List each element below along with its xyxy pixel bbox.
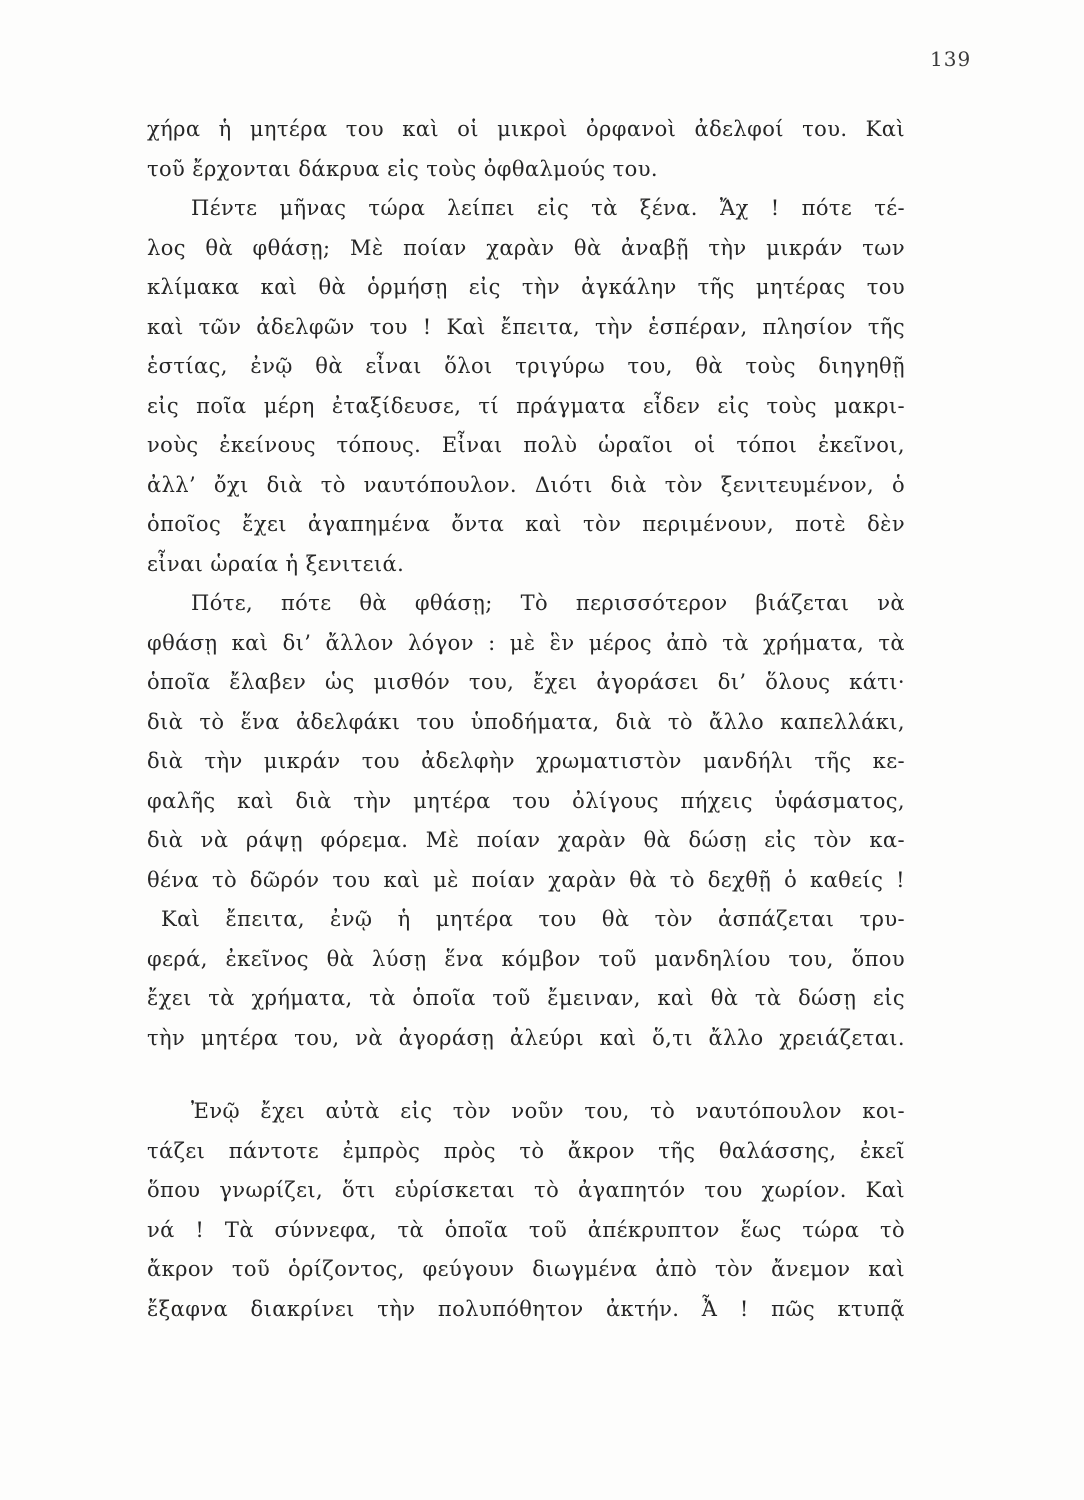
text-line: Πότε, πότε θὰ φθάσῃ; Τὸ περισσότερον βιάζεται νὰ <box>191 591 905 615</box>
page-body <box>147 110 905 1329</box>
text-line: ὅπου γνωρίζει, ὅτι εὑρίσκεται τὸ ἀγαπητόν του χωρίον. Καὶ <box>147 1178 905 1202</box>
paragraph <box>147 900 905 1058</box>
text-line: ἄκρον τοῦ ὁρίζοντος, φεύγουν διωγμένα ἀπὸ τὸν ἄνεμον καὶ <box>147 1257 905 1281</box>
paragraph <box>147 1092 905 1329</box>
text-line: διὰ τὸ ἕνα ἀδελφάκι του ὑποδήματα, διὰ τὸ ἄλλο καπελλάκι, <box>147 709 905 734</box>
text-line: ὁποῖος ἔχει ἀγαπημένα ὄντα καὶ τὸν περιμένουν, ποτὲ δὲν <box>147 512 905 536</box>
text-line: ἔξαφνα διακρίνει τὴν πολυπόθητον ἀκτήν. Ἆ ! πῶς κτυπᾷ <box>147 1296 905 1321</box>
text-line: εἰς ποῖα μέρη ἐταξίδευσε, τί πράγματα εἶδεν εἰς τοὺς μακρι- <box>147 393 905 418</box>
text-line: λος θὰ φθάσῃ; Μὲ ποίαν χαρὰν θὰ ἀναβῇ τὴν μικράν των <box>147 235 905 260</box>
text-line: φαλῆς καὶ διὰ τὴν μητέρα του ὀλίγους πήχεις ὑφάσματος, <box>147 788 905 813</box>
text-line: ὁποῖα ἔλαβεν ὡς μισθόν του, ἔχει ἀγοράσει δι’ ὅλους κάτι· <box>147 670 905 694</box>
text-line: νά ! Τὰ σύννεφα, τὰ ὁποῖα τοῦ ἀπέκρυπτον ἕως τώρα τὸ <box>147 1217 905 1242</box>
text-line: Καὶ ἔπειτα, ἐνῷ ἡ μητέρα του θὰ τὸν ἀσπάζεται τρυ- <box>161 907 905 931</box>
text-line: χήρα ἡ μητέρα του καὶ οἱ μικροὶ ὀρφανοὶ ἀδελφοί του. Καὶ <box>147 117 905 141</box>
paragraph <box>147 584 905 900</box>
text-line: τοῦ ἔρχονται δάκρυα εἰς τοὺς ὀφθαλμούς του. <box>147 156 658 181</box>
text-line: καὶ τῶν ἀδελφῶν του ! Καὶ ἔπειτα, τὴν ἑσπέραν, πλησίον τῆς <box>147 314 905 339</box>
page-number: 139 <box>930 47 972 71</box>
text-line: ἀλλ’ ὄχι διὰ τὸ ναυτόπουλον. Διότι διὰ τὸν ξενιτευμένον, ὁ <box>147 472 905 497</box>
text-line: Ἐνῷ ἔχει αὐτὰ εἰς τὸν νοῦν του, τὸ ναυτόπουλον κοι- <box>191 1099 905 1123</box>
text-line: τὴν μητέρα του, νὰ ἀγοράσῃ ἀλεύρι καὶ ὅ,τι ἄλλο χρειάζεται. <box>147 1025 905 1050</box>
text-line: φθάσῃ καὶ δι’ ἄλλον λόγον : μὲ ἓν μέρος ἀπὸ τὰ χρήματα, τὰ <box>147 630 905 655</box>
text-line: διὰ νὰ ράψῃ φόρεμα. Μὲ ποίαν χαρὰν θὰ δώσῃ εἰς τὸν κα- <box>147 828 905 852</box>
paragraph <box>147 189 905 584</box>
paragraph <box>147 110 905 189</box>
text-line: τάζει πάντοτε ἐμπρὸς πρὸς τὸ ἄκρον τῆς θαλάσσης, ἐκεῖ <box>147 1138 905 1163</box>
text-line: ἔχει τὰ χρήματα, τὰ ὁποῖα τοῦ ἔμειναν, καὶ θὰ τὰ δώσῃ εἰς <box>147 986 905 1010</box>
text-line: κλίμακα καὶ θὰ ὁρμήσῃ εἰς τὴν ἀγκάλην τῆς μητέρας του <box>147 275 905 299</box>
text-line: φερά, ἐκεῖνος θὰ λύσῃ ἕνα κόμβον τοῦ μανδηλίου του, ὅπου <box>147 946 905 971</box>
text-line: διὰ τὴν μικράν του ἀδελφὴν χρωματιστὸν μανδήλι τῆς κε- <box>147 749 905 773</box>
text-line: νοὺς ἐκείνους τόπους. Εἶναι πολὺ ὡραῖοι οἱ τόποι ἐκεῖνοι, <box>147 433 905 457</box>
text-line: θένα τὸ δῶρόν του καὶ μὲ ποίαν χαρὰν θὰ τὸ δεχθῇ ὁ καθείς ! <box>147 867 905 892</box>
text-line: Πέντε μῆνας τώρα λείπει εἰς τὰ ξένα. Ἄχ ! πότε τέ- <box>191 196 905 220</box>
text-line: εἶναι ὡραία ἡ ξενιτειά. <box>147 551 405 576</box>
text-line: ἑστίας, ἐνῷ θὰ εἶναι ὅλοι τριγύρω του, θὰ τοὺς διηγηθῇ <box>147 354 905 378</box>
